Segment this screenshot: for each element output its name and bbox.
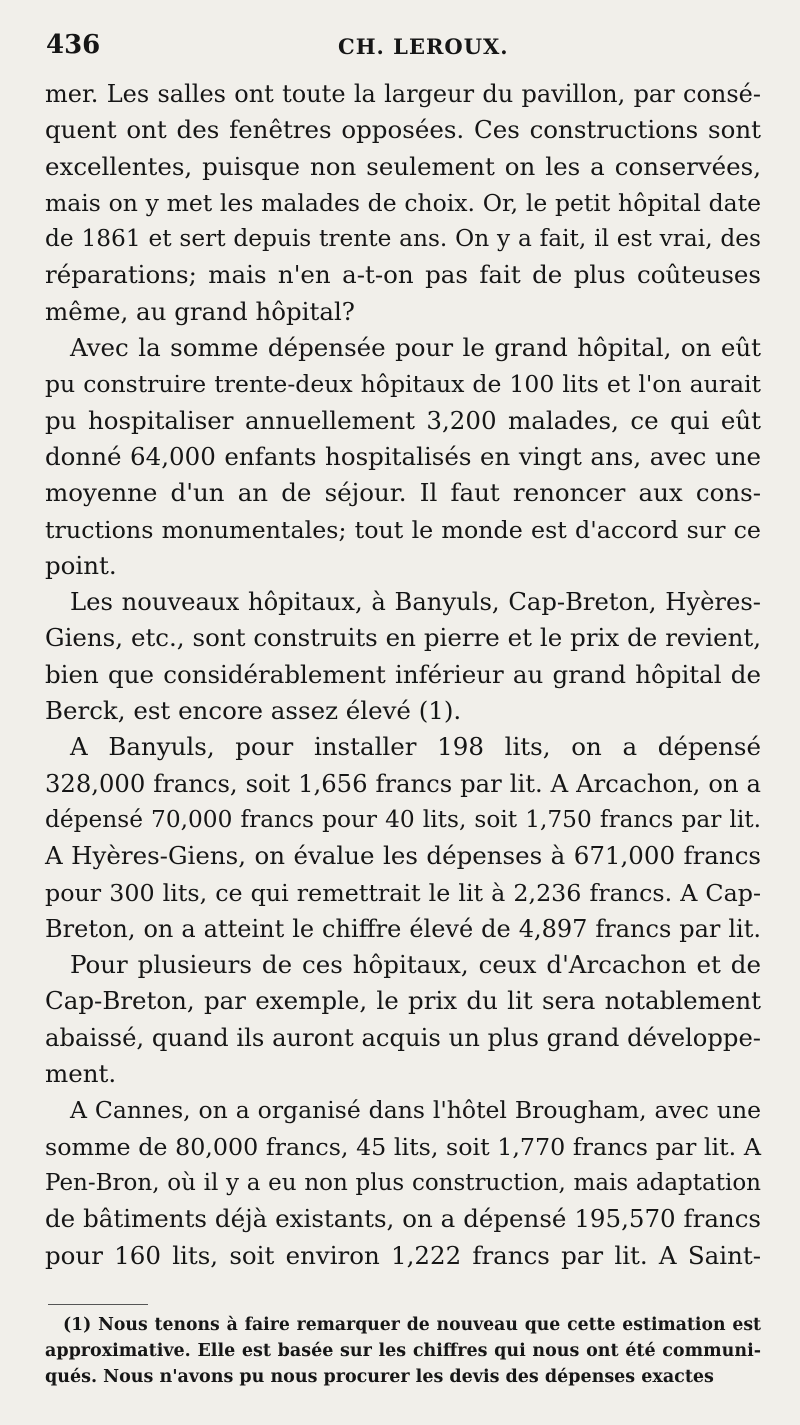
text-line: quent ont des fenêtres opposées. Ces constructions sont bbox=[45, 115, 761, 145]
footnote-line: (1) Nous tenons à faire remarquer de nouveau que cette estimation est bbox=[63, 1315, 761, 1335]
text-line: ment. bbox=[45, 1059, 117, 1089]
footnote-divider bbox=[48, 1304, 148, 1305]
text-line: somme de 80,000 francs, 45 lits, soit 1,770 francs par lit. A bbox=[45, 1132, 761, 1161]
footnote-line: approximative. Elle est basée sur les chiffres qui nous ont été communi- bbox=[45, 1341, 761, 1361]
text-line: pu construire trente-deux hôpitaux de 100 lits et l'on aurait bbox=[45, 370, 761, 399]
text-line: réparations; mais n'en a-t-on pas fait de plus coûteuses bbox=[45, 260, 761, 290]
body-text bbox=[45, 76, 761, 1274]
text-line: bien que considérablement inférieur au grand hôpital de bbox=[45, 659, 761, 689]
text-line: Les nouveaux hôpitaux, à Banyuls, Cap-Breton, Hyères- bbox=[70, 587, 761, 617]
text-line: Giens, etc., sont construits en pierre et le prix de revient, bbox=[45, 623, 761, 653]
footnote-line: qués. Nous n'avons pu nous procurer les devis des dépenses exactes bbox=[45, 1367, 714, 1387]
text-line: A Hyères-Giens, on évalue les dépenses à 671,000 francs bbox=[45, 841, 761, 871]
text-line: tructions monumentales; tout le monde est d'accord sur ce bbox=[45, 515, 761, 544]
text-line: Pen-Bron, où il y a eu non plus construction, mais adaptation bbox=[45, 1169, 761, 1196]
text-line: pour 160 lits, soit environ 1,222 francs par lit. A Saint- bbox=[45, 1240, 761, 1270]
text-line: moyenne d'un an de séjour. Il faut renoncer aux cons- bbox=[45, 478, 761, 508]
text-line: excellentes, puisque non seulement on les a conservées, bbox=[45, 151, 761, 181]
text-line: Cap-Breton, par exemple, le prix du lit sera notablement bbox=[45, 986, 761, 1016]
page-number: 436 bbox=[46, 30, 101, 60]
text-line: abaissé, quand ils auront acquis un plus grand développe- bbox=[45, 1022, 761, 1052]
text-line: dépensé 70,000 francs pour 40 lits, soit 1,750 francs par lit. bbox=[45, 805, 761, 833]
text-line: A Banyuls, pour installer 198 lits, on a dépensé bbox=[70, 732, 761, 762]
running-head: CH. LEROUX. bbox=[338, 34, 509, 59]
page-header bbox=[0, 30, 800, 70]
text-line: mais on y met les malades de choix. Or, le petit hôpital date bbox=[45, 188, 761, 217]
text-line: Pour plusieurs de ces hôpitaux, ceux d'Arcachon et de bbox=[70, 950, 761, 980]
text-line: mer. Les salles ont toute la largeur du pavillon, par consé- bbox=[45, 80, 761, 108]
text-line: donné 64,000 enfants hospitalisés en vingt ans, avec une bbox=[45, 441, 761, 471]
text-line: de bâtiments déjà existants, on a dépensé 195,570 francs bbox=[45, 1204, 761, 1234]
text-line: même, au grand hôpital? bbox=[45, 296, 355, 326]
text-line: Avec la somme dépensée pour le grand hôpital, on eût bbox=[70, 333, 761, 363]
text-line: Breton, on a atteint le chiffre élevé de 4,897 francs par lit. bbox=[45, 914, 761, 943]
text-line: de 1861 et sert depuis trente ans. On y a fait, il est vrai, des bbox=[45, 225, 761, 253]
text-line: 328,000 francs, soit 1,656 francs par lit. A Arcachon, on a bbox=[45, 768, 761, 798]
text-line: A Cannes, on a organisé dans l'hôtel Brougham, avec une bbox=[70, 1096, 761, 1125]
footnote bbox=[45, 1312, 761, 1390]
text-line: point. bbox=[45, 550, 117, 580]
text-line: pour 300 lits, ce qui remettrait le lit à 2,236 francs. A Cap- bbox=[45, 878, 761, 907]
text-line: pu hospitaliser annuellement 3,200 malades, ce qui eût bbox=[45, 405, 761, 435]
text-line: Berck, est encore assez élevé (1). bbox=[45, 696, 462, 726]
